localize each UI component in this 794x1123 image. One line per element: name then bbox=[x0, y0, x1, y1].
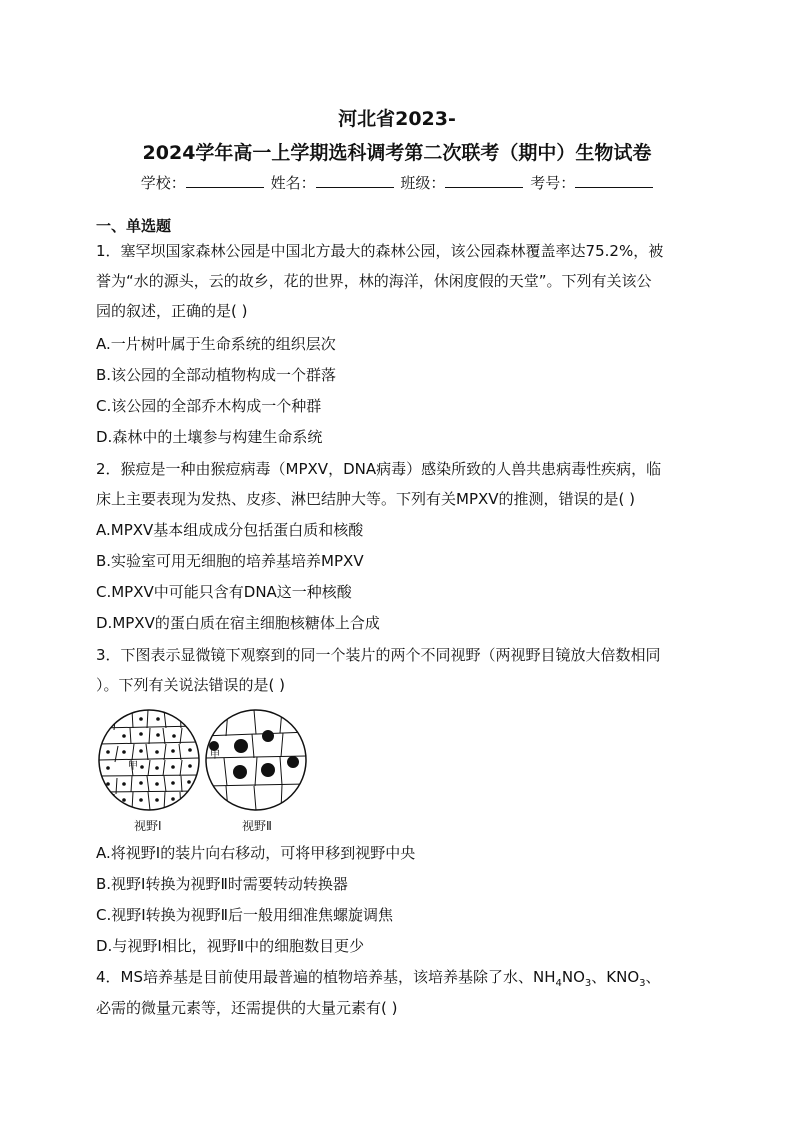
q3-option-d: D.与视野Ⅰ相比，视野Ⅱ中的细胞数目更少 bbox=[96, 937, 365, 955]
field-one-label: 视野Ⅰ bbox=[134, 819, 162, 833]
school-blank[interactable] bbox=[186, 174, 264, 188]
q1-stem-line-1: 1．塞罕坝国家森林公园是中国北方最大的森林公园，该公园森林覆盖率达75.2%，被 bbox=[96, 242, 664, 260]
class-blank[interactable] bbox=[445, 174, 523, 188]
q1-stem-line-2: 誉为“水的源头，云的故乡，花的世界，林的海洋，休闲度假的天堂”。下列有关该公 bbox=[96, 272, 652, 290]
q3-option-a: A.将视野Ⅰ的装片向右移动，可将甲移到视野中央 bbox=[96, 844, 416, 862]
student-info-row bbox=[0, 172, 794, 193]
class-label: 班级： bbox=[400, 174, 446, 192]
field-two-marker: 甲 bbox=[210, 750, 220, 761]
q2-option-d: D.MPXV的蛋白质在宿主细胞核糖体上合成 bbox=[96, 614, 380, 632]
name-label: 姓名： bbox=[270, 174, 316, 192]
q4-stem-line-2: 必需的微量元素等，还需提供的大量元素有( ) bbox=[96, 999, 398, 1017]
q1-option-b: B.该公园的全部动植物构成一个群落 bbox=[96, 366, 337, 384]
q3-option-b: B.视野Ⅰ转换为视野Ⅱ时需要转动转换器 bbox=[96, 875, 348, 893]
field-two-label: 视野Ⅱ bbox=[242, 819, 272, 833]
exam-number-blank[interactable] bbox=[575, 174, 653, 188]
q2-option-a: A.MPXV基本组成成分包括蛋白质和核酸 bbox=[96, 521, 364, 539]
title-line-1: 河北省2023- bbox=[338, 108, 456, 130]
q3-option-c: C.视野Ⅰ转换为视野Ⅱ后一般用细准焦螺旋调焦 bbox=[96, 906, 394, 924]
q3-stem-line-2: ）。下列有关说法错误的是( ) bbox=[96, 676, 285, 694]
q2-option-b: B.实验室可用无细胞的培养基培养MPXV bbox=[96, 552, 364, 570]
school-label: 学校： bbox=[140, 174, 186, 192]
section-title: 一、单选题 bbox=[96, 217, 172, 235]
exam-number-label: 考号： bbox=[530, 174, 576, 192]
name-blank[interactable] bbox=[316, 174, 394, 188]
q1-option-c: C.该公园的全部乔木构成一个种群 bbox=[96, 397, 322, 415]
q3-stem-line-1: 3．下图表示显微镜下观察到的同一个装片的两个不同视野（两视野目镜放大倍数相同 bbox=[96, 646, 661, 664]
microscope-field-figure bbox=[96, 706, 326, 836]
q1-stem-line-3: 园的叙述，正确的是( ) bbox=[96, 302, 248, 320]
q1-option-a: A.一片树叶属于生命系统的组织层次 bbox=[96, 335, 336, 353]
q1-option-d: D.森林中的土壤参与构建生命系统 bbox=[96, 428, 323, 446]
q2-stem-line-1: 2．猴痘是一种由猴痘病毒（MPXV，DNA病毒）感染所致的人兽共患病毒性疾病，临 bbox=[96, 460, 662, 478]
q2-option-c: C.MPXV中可能只含有DNA这一种核酸 bbox=[96, 583, 352, 601]
title-line-2: 2024学年高一上学期选科调考第二次联考（期中）生物试卷 bbox=[142, 142, 652, 164]
q2-stem-line-2: 床上主要表现为发热、皮疹、淋巴结肿大等。下列有关MPXV的推测，错误的是( ) bbox=[96, 490, 635, 508]
q4-stem-line-1: 4．MS培养基是目前使用最普遍的植物培养基，该培养基除了水、$NH_4NO_3$、$KNO_3$、 bbox=[96, 968, 661, 989]
field-one-marker: 甲 bbox=[128, 761, 138, 772]
